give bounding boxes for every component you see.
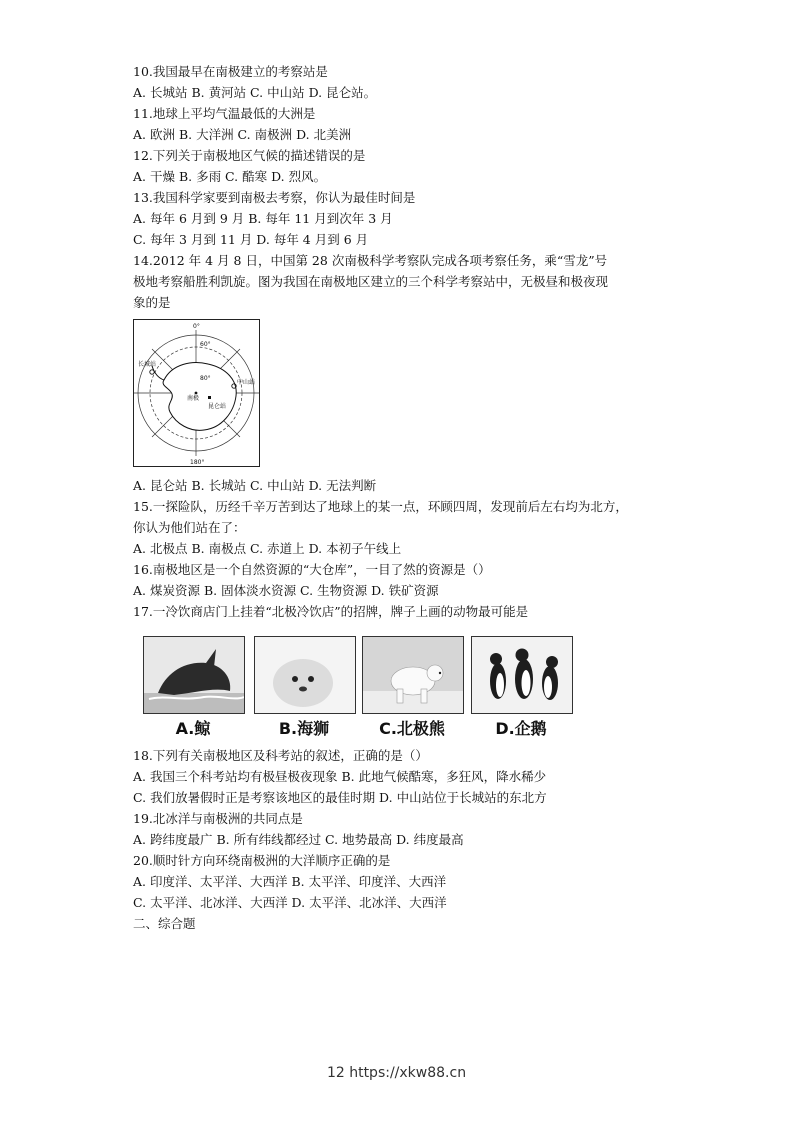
question-18-options-cd: C. 我们放暑假时正是考察该地区的最佳时期 D. 中山站位于长城站的东北方 [133,790,547,805]
question-18-options-ab: A. 我国三个科考站均有极昼极夜现象 B. 此地气候酷寒，多狂风，降水稀少 [133,769,547,784]
question-11: 11.地球上平均气温最低的大洲是 [133,106,316,121]
question-20-options-ab: A. 印度洋、太平洋、大西洋 B. 太平洋、印度洋、大西洋 [133,874,447,889]
question-14-line-3: 象的是 [133,295,171,310]
penguins-icon [472,637,572,713]
question-15-line-1: 15.一探险队，历经千辛万苦到达了地球上的某一点，环顾四周，发现前后左右均为北方， [133,499,628,514]
caption-whale: A.鲸 [175,719,211,738]
question-14-line-2: 极地考察船胜利凯旋。图为我国在南极地区建立的三个科学考察站中，无极昼和极夜现 [133,274,609,289]
south-pole-marker [195,392,198,395]
polar-bear-icon [363,637,463,713]
map-label-changcheng: 长城站 [138,361,157,368]
question-10-options: A. 长城站 B. 黄河站 C. 中山站 D. 昆仑站。 [133,85,377,100]
question-13-options-cd: C. 每年 3 月到 11 月 D. 每年 4 月到 6 月 [133,232,369,247]
map-label-zhongshan: 中山站 [237,379,256,386]
caption-polar-bear: C.北极熊 [379,719,445,738]
question-17: 17.一冷饮商店门上挂着“北极冷饮店”的招牌，牌子上画的动物最可能是 [133,604,529,619]
whale-image [143,636,245,714]
question-20-options-cd: C. 太平洋、北冰洋、大西洋 D. 太平洋、北冰洋、大西洋 [133,895,447,910]
question-12: 12.下列关于南极地区气候的描述错误的是 [133,148,366,163]
kunlun-station-marker [208,396,211,399]
question-19-options: A. 跨纬度最广 B. 所有纬线都经过 C. 地势最高 D. 纬度最高 [133,832,464,847]
changcheng-station-marker [150,370,154,374]
question-15-options: A. 北极点 B. 南极点 C. 赤道上 D. 本初子午线上 [133,541,402,556]
question-18: 18.下列有关南极地区及科考站的叙述，正确的是（） [133,748,428,763]
question-13: 13.我国科学家要到南极去考察，你认为最佳时间是 [133,190,416,205]
page-footer: 12 https://xkw88.cn [326,1065,467,1081]
question-20: 20.顺时针方向环绕南极洲的大洋顺序正确的是 [133,853,391,868]
map-label-180: 180° [190,459,205,466]
antarctica-map-graphic [134,320,259,466]
question-19: 19.北冰洋与南极洲的共同点是 [133,811,303,826]
caption-penguins: D.企鹅 [495,719,547,738]
question-16-options: A. 煤炭资源 B. 固体淡水资源 C. 生物资源 D. 铁矿资源 [133,583,439,598]
whale-icon [144,637,244,713]
polar-bear-image [362,636,464,714]
question-13-options-ab: A. 每年 6 月到 9 月 B. 每年 11 月到次年 3 月 [133,211,393,226]
map-label-kunlun: 昆仑站 [208,403,227,410]
map-label-80: 80° [200,375,211,382]
question-11-options: A. 欧洲 B. 大洋洲 C. 南极洲 D. 北美洲 [133,127,352,142]
caption-seal: B.海狮 [278,719,330,738]
antarctica-map [133,319,260,467]
section-heading-comprehensive: 二、综合题 [133,916,196,931]
map-label-60: 60° [200,341,211,348]
question-14-line-1: 14.2012 年 4 月 8 日，中国第 28 次南极科学考察队完成各项考察任务，乘“雪龙”号 [133,253,608,268]
map-label-0: 0° [193,323,200,330]
seal-image [254,636,356,714]
question-14-options: A. 昆仑站 B. 长城站 C. 中山站 D. 无法判断 [133,478,377,493]
question-10: 10.我国最早在南极建立的考察站是 [133,64,328,79]
question-16: 16.南极地区是一个自然资源的“大仓库”，一目了然的资源是（） [133,562,491,577]
map-label-south-pole: 南极 [187,395,200,402]
question-12-options: A. 干燥 B. 多雨 C. 酷寒 D. 烈风。 [133,169,327,184]
question-15-line-2: 你认为他们站在了： [133,520,246,535]
penguins-image [471,636,573,714]
seal-icon [255,637,355,713]
